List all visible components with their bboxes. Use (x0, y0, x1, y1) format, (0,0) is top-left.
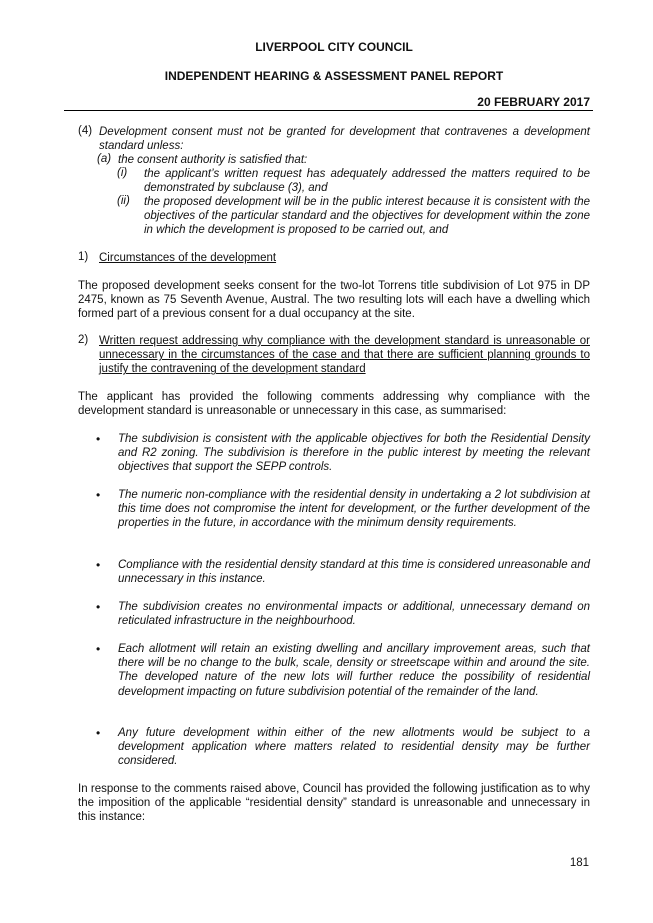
clause-a-label: (a) (97, 153, 112, 165)
clause-i-text: the applicant’s written request has adequately addressed the matters required to be demonstrated by subclause (3), and (144, 168, 590, 195)
section-2-heading: Written request addressing why compliance with the development standard is unreasonable or unnecessary in the circumstances of the case and that there are sufficient planning grounds to justify the contravening of the development standard (99, 335, 590, 376)
bullet-4-text: The subdivision creates no environmental impacts or additional, unnecessary demand on reticulated infrastructure in the neighbourhood. (118, 601, 590, 628)
council-name: LIVERPOOL CITY COUNCIL (255, 40, 413, 54)
bullet-3-text: Compliance with the residential density standard at this time is considered unreasonable and unnecessary in this instance. (118, 559, 590, 586)
bullet-1-text: The subdivision is consistent with the applicable objectives for both the Residential Density and R2 zoning. The subdivision is therefore in the public interest by meeting the relevant objectives that support the SEPP controls. (118, 433, 590, 474)
section-1-body: The proposed development seeks consent for the two-lot Torrens title subdivision of Lot 975 in DP 2475, known as 75 Seventh Avenue, Austral. The two resulting lots will each have a dwelling which formed part of a previous consent for a dual occupancy at the site. (78, 280, 590, 321)
section-2-number: 2) (78, 334, 89, 346)
report-date: 20 FEBRUARY 2017 (477, 95, 590, 109)
clause-ii-label: (ii) (117, 195, 130, 207)
bullet-6-text: Any future development within either of the new allotments would be subject to a development application where matters related to residential density may be further considered. (118, 727, 590, 768)
clause-4-text: Development consent must not be granted for development that contravenes a development standard unless: (99, 126, 590, 153)
clause-i-label: (i) (117, 167, 128, 179)
section-2-closing: In response to the comments raised above, Council has provided the following justification as to why the imposition of the applicable “residential density” standard is unreasonable and unnecessary in this instance: (78, 783, 590, 824)
section-1-number: 1) (78, 251, 89, 263)
section-2-intro: The applicant has provided the following comments addressing why compliance with the development standard is unreasonable or unnecessary in this case, as summarised: (78, 391, 590, 418)
bullet-5-marker: • (96, 642, 101, 656)
bullet-4-marker: • (96, 600, 101, 614)
clause-a-text: the consent authority is satisfied that: (118, 154, 308, 166)
clause-4-label: (4) (78, 125, 93, 137)
section-1-heading: Circumstances of the development (99, 252, 277, 264)
bullet-5-text: Each allotment will retain an existing dwelling and ancillary improvement areas, such that there will be no change to the bulk, scale, density or streetscape within and around the site. The developed nature of the new lots will further reduce the possibility of residential development impacting on future subdivision potential of the remainder of the land. (118, 643, 590, 698)
header-rule (64, 110, 593, 111)
bullet-6-marker: • (96, 726, 101, 740)
bullet-2-text: The numeric non-compliance with the residential density in undertaking a 2 lot subdivision at this time does not compromise the intent for development, or the further development of the properties in the future, in accordance with the minimum density requirements. (118, 489, 590, 530)
page-number: 181 (569, 857, 589, 869)
bullet-3-marker: • (96, 558, 101, 572)
bullet-2-marker: • (96, 488, 101, 502)
report-title: INDEPENDENT HEARING & ASSESSMENT PANEL REPORT (164, 69, 504, 83)
clause-ii-text: the proposed development will be in the public interest because it is consistent with the objectives of the particular standard and the objectives for development within the zone in which the development is proposed to be carried out, and (144, 196, 590, 237)
bullet-1-marker: • (96, 432, 101, 446)
